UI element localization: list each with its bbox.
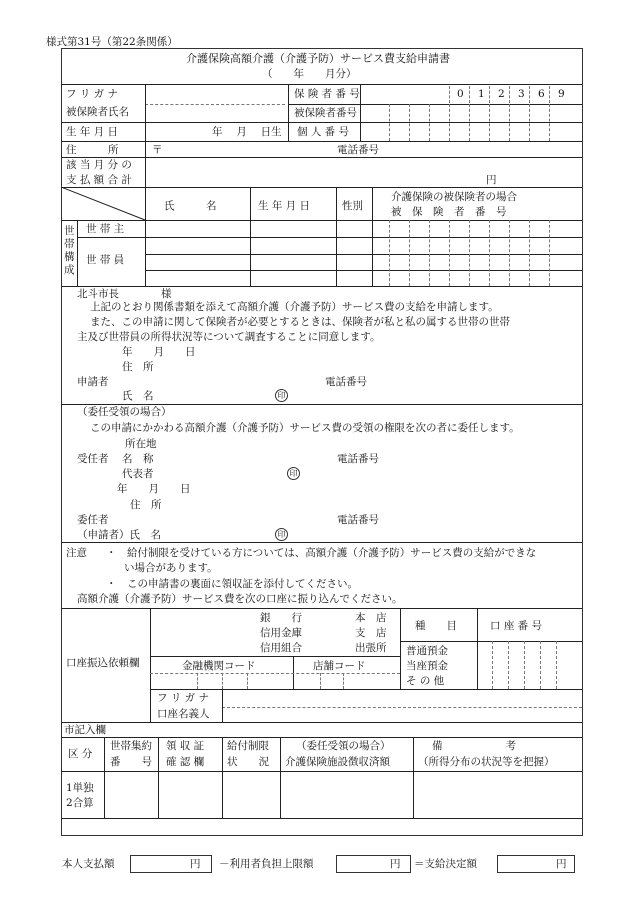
birthdate-value: 年 月 日生 — [212, 126, 282, 138]
form-number: 様式第31号（第22条関係） — [46, 36, 178, 48]
bank-code-label: 金融機関コード — [182, 660, 256, 672]
applicant-seal: 印 — [275, 389, 288, 402]
self-pay-label: 本人支払額 — [62, 858, 115, 870]
branch-type-head: 本 店 — [355, 612, 387, 624]
header-diagonal — [61, 187, 146, 221]
furigana-label: フ リ ガ ナ — [66, 88, 119, 100]
insurer-number-label: 保 険 者 番 号 — [294, 88, 360, 100]
insurer-digit: 3 — [518, 88, 525, 100]
household-name-header: 氏 名 — [164, 200, 217, 212]
decided-amount-yen: 円 — [556, 858, 567, 870]
city-col-facility-2: 介護保険施設徴収済額 — [285, 756, 390, 768]
transfer-statement: 高額介護（介護予防）サービス費を次の口座に振り込んでください。 — [77, 593, 403, 605]
household-head-label: 世 帯 主 — [86, 223, 125, 235]
city-col-remarks-1: 備 考 — [432, 740, 516, 752]
delegatee-phone-label: 電話番号 — [337, 453, 379, 465]
delegatee-label: 受任者 — [77, 453, 109, 465]
insurer-digit: 0 — [457, 88, 464, 100]
applicant-phone-label: 電話番号 — [325, 376, 367, 388]
city-col-facility-1: （委任受領の場合） — [296, 740, 391, 752]
account-kind-ordinary: 普通預金 — [406, 645, 448, 657]
consent-statement-1: また、この申請に関して保険者が必要とするときは、保険者が私と私の属する世帯の世帯 — [90, 316, 510, 328]
birthdate-label: 生 年 月 日 — [66, 126, 119, 138]
user-limit-label: －利用者負担上限額 — [219, 858, 314, 870]
delegator-phone-label: 電話番号 — [337, 514, 379, 526]
monthly-total-label-1: 該 当 月 分 の — [66, 159, 132, 171]
delegator-seal: 印 — [275, 528, 288, 541]
delegation-statement: この申請にかかわる高額介護（介護予防）サービス費の受領の権限を次の者に委任します。 — [90, 422, 520, 434]
application-statement: 上記のとおり関係書類を添えて高額介護（介護予防）サービス費の支給を申請します。 — [90, 301, 499, 313]
addressee: 北斗市長 様 — [77, 288, 172, 300]
note-1b: い場合があります。 — [124, 562, 218, 574]
total-yen-unit: 円 — [486, 174, 497, 186]
delegator-name-label: （申請者）氏 名 — [77, 529, 161, 541]
city-row-combined: 2合算 — [66, 797, 94, 809]
account-kind-other: そ の 他 — [406, 675, 445, 687]
insurer-digit: 6 — [538, 88, 545, 100]
form-title: 介護保険高額介護（介護予防）サービス費支給申請書 — [186, 52, 450, 65]
insured-name-label: 被保険者氏名 — [66, 106, 129, 118]
bank-type-kumiai: 信用組合 — [260, 642, 302, 654]
decided-amount-label: ＝支給決定額 — [414, 858, 477, 870]
delegatee-company-label: 名 称 — [122, 453, 154, 465]
holder-furigana-label: フ リ ガ ナ — [157, 692, 210, 704]
user-limit-yen: 円 — [390, 858, 401, 870]
application-date: 年 月 日 — [122, 346, 196, 358]
applicant-name-label: 氏 名 — [122, 390, 154, 402]
city-col-restriction-1: 給付制限 — [227, 740, 269, 752]
delegatee-seal: 印 — [287, 467, 300, 480]
insurer-digit: 2 — [498, 88, 505, 100]
city-col-category: 区 分 — [68, 748, 93, 760]
insured-number-label: 被保険者番号 — [294, 107, 357, 119]
note-2: ・ この申請書の裏面に領収証を添付してください。 — [106, 578, 358, 590]
branch-type-branch: 支 店 — [355, 627, 387, 639]
consent-statement-2: 主及び世帯員の所得状況等について調査することに同意します。 — [77, 331, 381, 343]
postal-mark: 〒 — [152, 144, 163, 156]
account-number-header: 口 座 番 号 — [490, 620, 543, 632]
household-insured-header-2: 被 保 険 者 番 号 — [391, 206, 507, 218]
personal-number-label: 個 人 番 号 — [297, 126, 350, 138]
delegator-address-label: 住 所 — [130, 499, 162, 511]
delegatee-location-label: 所在地 — [125, 438, 157, 450]
delegation-header: （委任受領の場合） — [77, 406, 172, 418]
applicant-address-label: 住 所 — [122, 361, 154, 373]
household-member-label: 世 帯 員 — [86, 254, 125, 266]
delegatee-representative-label: 代表者 — [122, 468, 154, 480]
notes-label: 注意 — [66, 547, 87, 559]
address-label: 住 所 — [66, 144, 119, 156]
insurer-digit: 9 — [558, 88, 565, 100]
bank-type-shinkin: 信用金庫 — [260, 627, 302, 639]
account-holder-label: 口座名義人 — [157, 708, 210, 720]
self-pay-yen: 円 — [190, 858, 201, 870]
bank-transfer-section-label: 口座振込依頼欄 — [66, 657, 140, 669]
household-birth-header: 生 年 月 日 — [258, 200, 311, 212]
city-col-receipt-1: 領 収 証 — [166, 740, 205, 752]
city-col-remarks-2: （所得分布の状況等を把握） — [418, 756, 555, 768]
form-subtitle: （ 年 月分） — [262, 68, 357, 80]
household-sex-header: 性別 — [342, 200, 363, 212]
city-use-header: 市記入欄 — [64, 724, 106, 736]
household-side-label: 世 帯 構 成 — [64, 225, 75, 276]
city-row-single: 1単独 — [66, 782, 94, 794]
applicant-label: 申請者 — [77, 376, 109, 388]
insurer-digit: 1 — [478, 88, 485, 100]
household-insured-header-1: 介護保険の被保険者の場合 — [391, 191, 517, 203]
account-kind-header: 種 目 — [415, 620, 457, 632]
bank-type-bank: 銀 行 — [260, 612, 302, 624]
city-col-household-1: 世帯集約 — [110, 740, 152, 752]
branch-code-label: 店舗コード — [313, 660, 366, 672]
phone-label: 電話番号 — [337, 144, 379, 156]
city-col-household-2: 番 号 — [110, 756, 152, 768]
delegation-date: 年 月 日 — [117, 483, 191, 495]
delegator-label: 委任者 — [77, 514, 109, 526]
branch-type-office: 出張所 — [355, 642, 387, 654]
city-col-receipt-2: 確 認 欄 — [166, 756, 205, 768]
city-col-restriction-2: 状 況 — [227, 756, 269, 768]
monthly-total-label-2: 支 払 額 合 計 — [66, 174, 132, 186]
note-1a: ・ 給付制限を受けている方については、高額介護（介護予防）サービス費の支給ができな — [106, 547, 537, 559]
account-kind-current: 当座預金 — [406, 660, 448, 672]
